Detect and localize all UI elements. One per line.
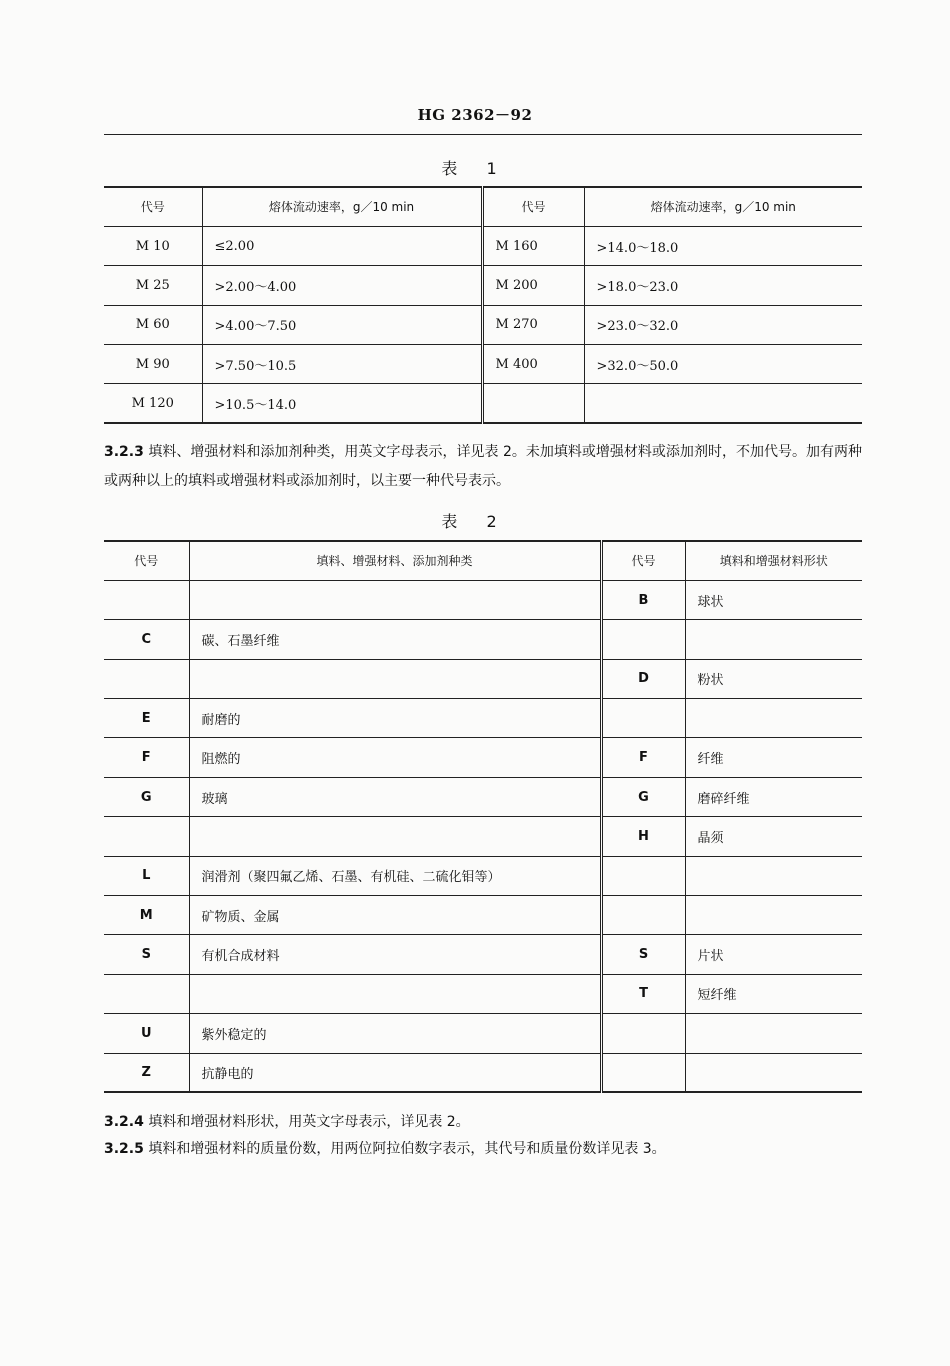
table-cell (685, 620, 862, 659)
section-number: 3.2.5 (104, 1141, 144, 1157)
table-cell: >4.00～7.50 (202, 305, 482, 344)
table-row (104, 699, 862, 738)
table-cell (601, 620, 685, 659)
table-cell: S (104, 935, 189, 974)
header-rule (104, 134, 862, 135)
table-cell: 矿物质、金属 (189, 896, 601, 935)
table-cell (189, 817, 601, 856)
section-number: 3.2.3 (104, 444, 144, 460)
table-cell: L (104, 856, 189, 895)
table-cell: D (601, 659, 685, 698)
table-cell (601, 856, 685, 895)
column-header: 熔体流动速率，g／10 min (202, 187, 482, 226)
table-cell (685, 699, 862, 738)
table-cell (189, 659, 601, 698)
table-cell: G (104, 777, 189, 816)
table-cell: >2.00～4.00 (202, 266, 482, 305)
table-1 (104, 186, 862, 424)
paragraph-text: 填料、增强材料和添加剂种类，用英文字母表示，详见表 2。未加填料或增强材料或添加剂时，不加代号。加有两种或两种以上的填料或增强材料或添加剂时，以主要一种代号表示。 (104, 444, 863, 489)
table-cell: F (104, 738, 189, 777)
table-cell: 粉状 (685, 659, 862, 698)
section-number: 3.2.4 (104, 1114, 144, 1130)
document-header: HG 2362－92 (417, 106, 533, 124)
table-cell (189, 974, 601, 1013)
table-cell (482, 384, 584, 423)
table-cell: M 60 (104, 305, 202, 344)
table-cell (685, 856, 862, 895)
table-row (104, 896, 862, 935)
table-cell (189, 580, 601, 619)
table-header-row (104, 187, 862, 226)
table-cell: B (601, 580, 685, 619)
table-cell: Z (104, 1053, 189, 1092)
table-row (104, 384, 862, 423)
table-cell: >14.0～18.0 (584, 226, 862, 265)
table-row (104, 659, 862, 698)
column-header: 代号 (104, 541, 189, 580)
table-cell: 阻燃的 (189, 738, 601, 777)
table-cell (104, 580, 189, 619)
column-header: 代号 (482, 187, 584, 226)
table-row (104, 305, 862, 344)
table-cell: H (601, 817, 685, 856)
table-cell (601, 1053, 685, 1092)
table-cell: M 25 (104, 266, 202, 305)
column-header: 代号 (104, 187, 202, 226)
paragraph-text: 填料和增强材料形状，用英文字母表示，详见表 2。 (148, 1114, 470, 1130)
paragraph-3-2-4 (104, 1108, 862, 1137)
column-header: 代号 (601, 541, 685, 580)
table-row (104, 345, 862, 384)
column-header: 熔体流动速率，g／10 min (584, 187, 862, 226)
table-cell (685, 896, 862, 935)
table-cell: 玻璃 (189, 777, 601, 816)
table-cell: M 10 (104, 226, 202, 265)
table-row (104, 856, 862, 895)
table-cell: 球状 (685, 580, 862, 619)
table-row (104, 580, 862, 619)
table-cell: F (601, 738, 685, 777)
table-cell: 短纤维 (685, 974, 862, 1013)
table2-caption: 表 2 (441, 512, 509, 531)
table-cell (685, 1053, 862, 1092)
table-cell: M 160 (482, 226, 584, 265)
table-cell: E (104, 699, 189, 738)
table-cell: S (601, 935, 685, 974)
table-cell (104, 659, 189, 698)
table-cell: C (104, 620, 189, 659)
column-header: 填料、增强材料、添加剂种类 (189, 541, 601, 580)
table-row (104, 974, 862, 1013)
table-cell: M 120 (104, 384, 202, 423)
table-cell: 晶须 (685, 817, 862, 856)
table-cell: >7.50～10.5 (202, 345, 482, 384)
table-cell: 有机合成材料 (189, 935, 601, 974)
paragraph-3-2-3 (104, 438, 862, 496)
table-cell: 紫外稳定的 (189, 1014, 601, 1053)
table-cell: G (601, 777, 685, 816)
table-cell (601, 1014, 685, 1053)
paragraph-text: 填料和增强材料的质量份数，用两位阿拉伯数字表示，其代号和质量份数详见表 3。 (148, 1141, 666, 1157)
table-cell: T (601, 974, 685, 1013)
table-row (104, 777, 862, 816)
table-cell: M 400 (482, 345, 584, 384)
table-cell: 纤维 (685, 738, 862, 777)
table-cell: >18.0～23.0 (584, 266, 862, 305)
table-cell (104, 817, 189, 856)
table-cell: U (104, 1014, 189, 1053)
table-cell: 润滑剂（聚四氟乙烯、石墨、有机硅、二硫化钼等） (189, 856, 601, 895)
table-cell: ≤2.00 (202, 226, 482, 265)
table-cell (601, 699, 685, 738)
table-2 (104, 540, 862, 1093)
table-cell: >32.0～50.0 (584, 345, 862, 384)
table1-caption: 表 1 (441, 159, 509, 178)
table-row (104, 620, 862, 659)
table-row (104, 1053, 862, 1092)
table-cell: M (104, 896, 189, 935)
table-row (104, 738, 862, 777)
table-cell: M 270 (482, 305, 584, 344)
table-cell (685, 1014, 862, 1053)
table-cell: M 90 (104, 345, 202, 384)
paragraph-3-2-5 (104, 1135, 862, 1164)
table-cell: 碳、石墨纤维 (189, 620, 601, 659)
table-row (104, 817, 862, 856)
table-cell (104, 974, 189, 1013)
table-cell: >10.5～14.0 (202, 384, 482, 423)
table-cell (601, 896, 685, 935)
table-row (104, 226, 862, 265)
table-cell: 抗静电的 (189, 1053, 601, 1092)
table-cell: 耐磨的 (189, 699, 601, 738)
table-row (104, 266, 862, 305)
column-header: 填料和增强材料形状 (685, 541, 862, 580)
table-row (104, 1014, 862, 1053)
table-cell: M 200 (482, 266, 584, 305)
table-cell: 片状 (685, 935, 862, 974)
table-header-row (104, 541, 862, 580)
table-cell: 磨碎纤维 (685, 777, 862, 816)
table-cell (584, 384, 862, 423)
table-row (104, 935, 862, 974)
table-cell: >23.0～32.0 (584, 305, 862, 344)
